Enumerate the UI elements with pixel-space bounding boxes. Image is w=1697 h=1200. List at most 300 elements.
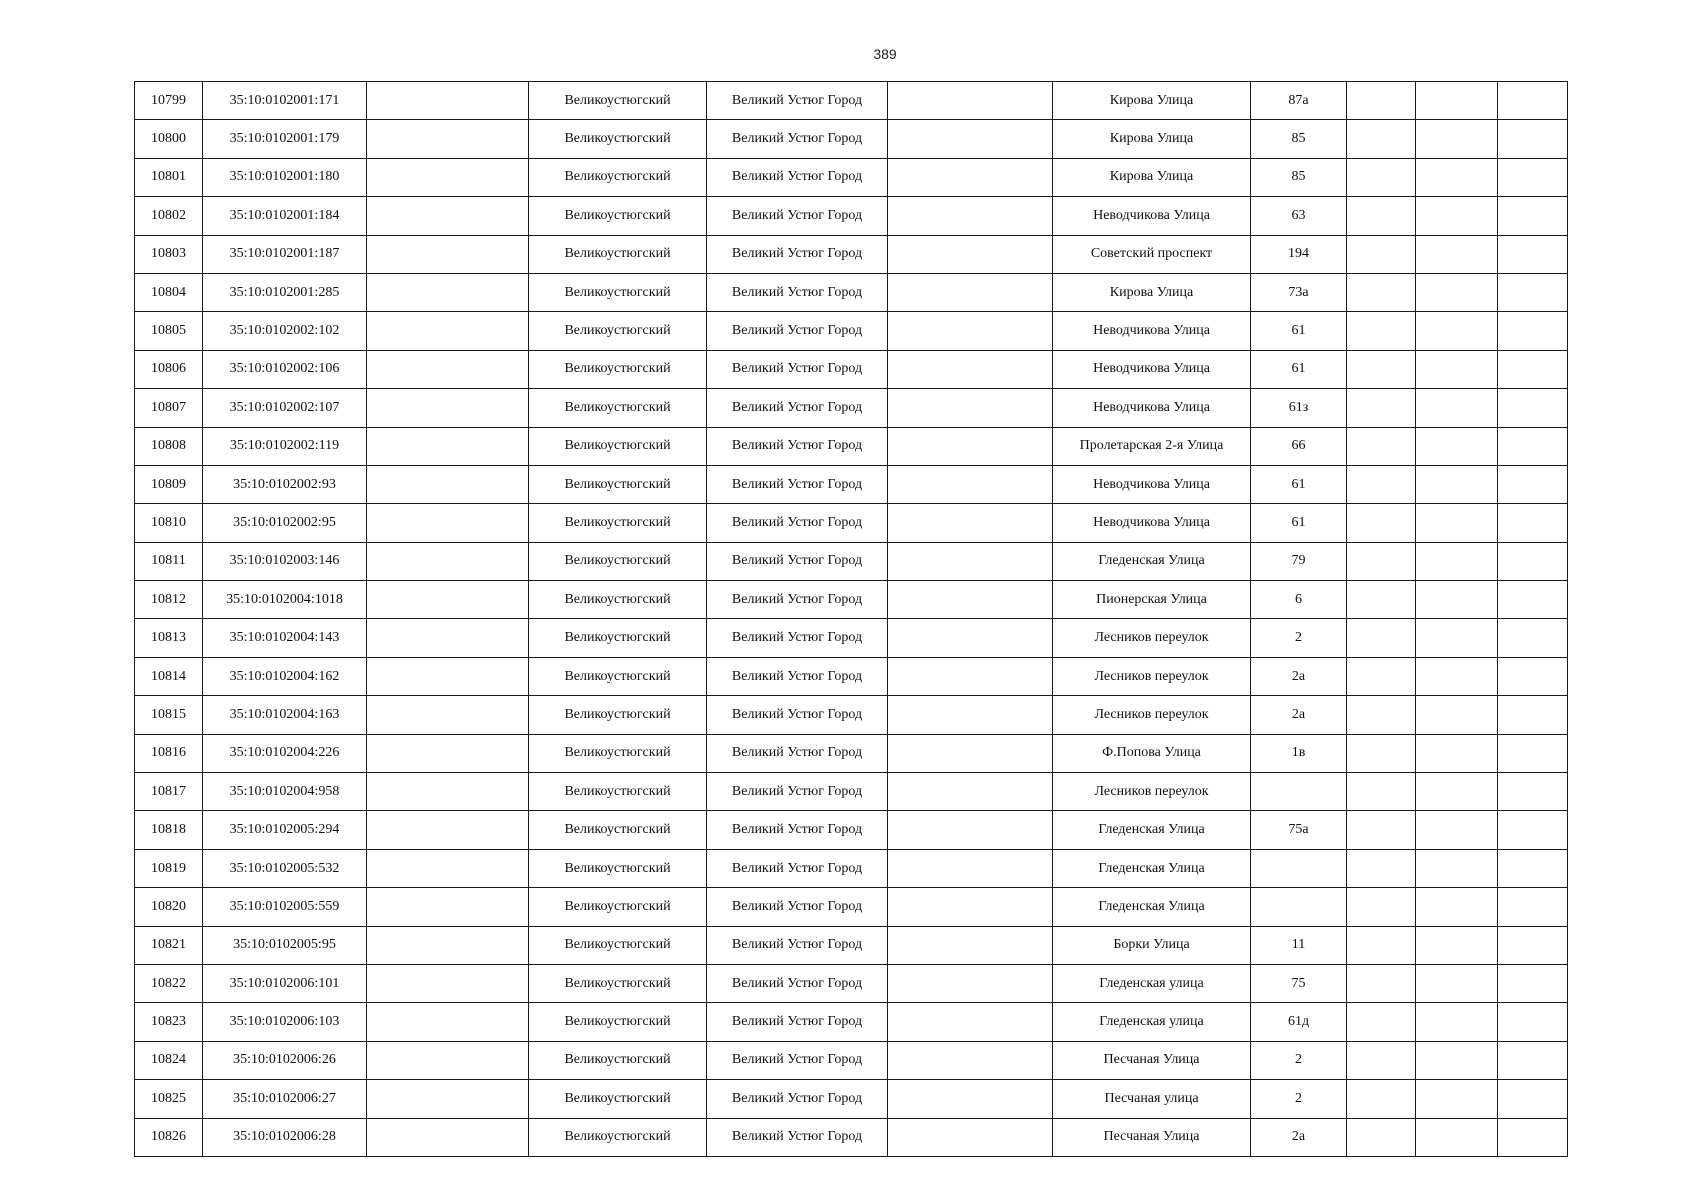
settlement-cell: Великий Устюг Город bbox=[707, 581, 888, 619]
blank-cell-9 bbox=[1347, 504, 1416, 542]
blank-cell-11 bbox=[1498, 849, 1568, 887]
district-cell: Великоустюгский bbox=[529, 1041, 707, 1079]
cadastral-number-cell: 35:10:0102006:28 bbox=[203, 1118, 367, 1156]
blank-cell-3 bbox=[367, 1118, 529, 1156]
blank-cell-11 bbox=[1498, 1080, 1568, 1118]
blank-cell-11 bbox=[1498, 158, 1568, 196]
cadastral-number-cell: 35:10:0102005:95 bbox=[203, 926, 367, 964]
row-number-cell: 10804 bbox=[135, 273, 203, 311]
table-row bbox=[135, 926, 1568, 964]
house-number-cell: 79 bbox=[1251, 542, 1347, 580]
row-number-cell: 10825 bbox=[135, 1080, 203, 1118]
settlement-cell: Великий Устюг Город bbox=[707, 734, 888, 772]
district-cell: Великоустюгский bbox=[529, 158, 707, 196]
cadastral-number-cell: 35:10:0102001:285 bbox=[203, 273, 367, 311]
blank-cell-11 bbox=[1498, 82, 1568, 120]
house-number-cell: 2а bbox=[1251, 657, 1347, 695]
settlement-cell: Великий Устюг Город bbox=[707, 273, 888, 311]
district-cell: Великоустюгский bbox=[529, 350, 707, 388]
row-number-cell: 10810 bbox=[135, 504, 203, 542]
blank-cell-9 bbox=[1347, 1080, 1416, 1118]
street-cell: Неводчикова Улица bbox=[1053, 389, 1251, 427]
table-row bbox=[135, 734, 1568, 772]
district-cell: Великоустюгский bbox=[529, 504, 707, 542]
row-number-cell: 10801 bbox=[135, 158, 203, 196]
district-cell: Великоустюгский bbox=[529, 657, 707, 695]
blank-cell-6 bbox=[888, 696, 1053, 734]
table-row bbox=[135, 235, 1568, 273]
district-cell: Великоустюгский bbox=[529, 581, 707, 619]
district-cell: Великоустюгский bbox=[529, 197, 707, 235]
blank-cell-10 bbox=[1416, 235, 1498, 273]
row-number-cell: 10819 bbox=[135, 849, 203, 887]
blank-cell-6 bbox=[888, 773, 1053, 811]
house-number-cell: 11 bbox=[1251, 926, 1347, 964]
blank-cell-3 bbox=[367, 273, 529, 311]
row-number-cell: 10809 bbox=[135, 465, 203, 503]
cadastral-number-cell: 35:10:0102004:162 bbox=[203, 657, 367, 695]
street-cell: Лесников переулок bbox=[1053, 657, 1251, 695]
blank-cell-3 bbox=[367, 619, 529, 657]
district-cell: Великоустюгский bbox=[529, 773, 707, 811]
blank-cell-6 bbox=[888, 1003, 1053, 1041]
settlement-cell: Великий Устюг Город bbox=[707, 427, 888, 465]
cadastral-number-cell: 35:10:0102005:559 bbox=[203, 888, 367, 926]
blank-cell-10 bbox=[1416, 197, 1498, 235]
cadastral-number-cell: 35:10:0102006:27 bbox=[203, 1080, 367, 1118]
blank-cell-11 bbox=[1498, 773, 1568, 811]
row-number-cell: 10820 bbox=[135, 888, 203, 926]
blank-cell-6 bbox=[888, 1041, 1053, 1079]
table-row bbox=[135, 964, 1568, 1002]
table-row bbox=[135, 312, 1568, 350]
row-number-cell: 10826 bbox=[135, 1118, 203, 1156]
house-number-cell: 87а bbox=[1251, 82, 1347, 120]
cadastral-number-cell: 35:10:0102002:119 bbox=[203, 427, 367, 465]
blank-cell-3 bbox=[367, 926, 529, 964]
table-row bbox=[135, 811, 1568, 849]
row-number-cell: 10824 bbox=[135, 1041, 203, 1079]
blank-cell-11 bbox=[1498, 235, 1568, 273]
street-cell: Неводчикова Улица bbox=[1053, 312, 1251, 350]
district-cell: Великоустюгский bbox=[529, 849, 707, 887]
street-cell: Гледенская Улица bbox=[1053, 888, 1251, 926]
table-row bbox=[135, 888, 1568, 926]
house-number-cell: 2а bbox=[1251, 696, 1347, 734]
settlement-cell: Великий Устюг Город bbox=[707, 1041, 888, 1079]
district-cell: Великоустюгский bbox=[529, 1080, 707, 1118]
district-cell: Великоустюгский bbox=[529, 82, 707, 120]
row-number-cell: 10812 bbox=[135, 581, 203, 619]
blank-cell-11 bbox=[1498, 389, 1568, 427]
district-cell: Великоустюгский bbox=[529, 926, 707, 964]
blank-cell-10 bbox=[1416, 696, 1498, 734]
district-cell: Великоустюгский bbox=[529, 1118, 707, 1156]
blank-cell-9 bbox=[1347, 312, 1416, 350]
blank-cell-6 bbox=[888, 926, 1053, 964]
table-row bbox=[135, 849, 1568, 887]
blank-cell-10 bbox=[1416, 657, 1498, 695]
cadastral-number-cell: 35:10:0102001:180 bbox=[203, 158, 367, 196]
blank-cell-3 bbox=[367, 811, 529, 849]
blank-cell-6 bbox=[888, 312, 1053, 350]
blank-cell-3 bbox=[367, 581, 529, 619]
table-row bbox=[135, 1080, 1568, 1118]
house-number-cell: 73а bbox=[1251, 273, 1347, 311]
blank-cell-6 bbox=[888, 849, 1053, 887]
blank-cell-11 bbox=[1498, 542, 1568, 580]
district-cell: Великоустюгский bbox=[529, 273, 707, 311]
house-number-cell: 6 bbox=[1251, 581, 1347, 619]
settlement-cell: Великий Устюг Город bbox=[707, 619, 888, 657]
blank-cell-10 bbox=[1416, 273, 1498, 311]
street-cell: Гледенская Улица bbox=[1053, 811, 1251, 849]
blank-cell-6 bbox=[888, 581, 1053, 619]
row-number-cell: 10823 bbox=[135, 1003, 203, 1041]
blank-cell-3 bbox=[367, 773, 529, 811]
cadastral-number-cell: 35:10:0102005:294 bbox=[203, 811, 367, 849]
cadastral-number-cell: 35:10:0102001:179 bbox=[203, 120, 367, 158]
blank-cell-6 bbox=[888, 1118, 1053, 1156]
page-number: 389 bbox=[873, 46, 897, 62]
blank-cell-9 bbox=[1347, 158, 1416, 196]
blank-cell-10 bbox=[1416, 1080, 1498, 1118]
settlement-cell: Великий Устюг Город bbox=[707, 926, 888, 964]
street-cell: Кирова Улица bbox=[1053, 120, 1251, 158]
street-cell: Гледенская Улица bbox=[1053, 542, 1251, 580]
settlement-cell: Великий Устюг Город bbox=[707, 1118, 888, 1156]
district-cell: Великоустюгский bbox=[529, 120, 707, 158]
blank-cell-6 bbox=[888, 465, 1053, 503]
cadastral-number-cell: 35:10:0102002:93 bbox=[203, 465, 367, 503]
cadastral-number-cell: 35:10:0102003:146 bbox=[203, 542, 367, 580]
table-row bbox=[135, 773, 1568, 811]
blank-cell-11 bbox=[1498, 350, 1568, 388]
table-row bbox=[135, 427, 1568, 465]
blank-cell-9 bbox=[1347, 926, 1416, 964]
table-row bbox=[135, 273, 1568, 311]
table-row bbox=[135, 619, 1568, 657]
blank-cell-11 bbox=[1498, 312, 1568, 350]
blank-cell-10 bbox=[1416, 581, 1498, 619]
row-number-cell: 10799 bbox=[135, 82, 203, 120]
blank-cell-9 bbox=[1347, 197, 1416, 235]
house-number-cell: 85 bbox=[1251, 120, 1347, 158]
street-cell: Лесников переулок bbox=[1053, 619, 1251, 657]
settlement-cell: Великий Устюг Город bbox=[707, 465, 888, 503]
settlement-cell: Великий Устюг Город bbox=[707, 312, 888, 350]
blank-cell-11 bbox=[1498, 1118, 1568, 1156]
row-number-cell: 10816 bbox=[135, 734, 203, 772]
table-row bbox=[135, 696, 1568, 734]
blank-cell-9 bbox=[1347, 350, 1416, 388]
blank-cell-9 bbox=[1347, 465, 1416, 503]
settlement-cell: Великий Устюг Город bbox=[707, 350, 888, 388]
house-number-cell: 2а bbox=[1251, 1118, 1347, 1156]
blank-cell-9 bbox=[1347, 619, 1416, 657]
blank-cell-10 bbox=[1416, 964, 1498, 1002]
row-number-cell: 10818 bbox=[135, 811, 203, 849]
street-cell: Гледенская улица bbox=[1053, 1003, 1251, 1041]
blank-cell-10 bbox=[1416, 120, 1498, 158]
blank-cell-9 bbox=[1347, 581, 1416, 619]
blank-cell-11 bbox=[1498, 734, 1568, 772]
table-row bbox=[135, 350, 1568, 388]
row-number-cell: 10817 bbox=[135, 773, 203, 811]
house-number-cell bbox=[1251, 888, 1347, 926]
street-cell: Неводчикова Улица bbox=[1053, 350, 1251, 388]
street-cell: Кирова Улица bbox=[1053, 158, 1251, 196]
street-cell: Песчаная Улица bbox=[1053, 1041, 1251, 1079]
house-number-cell: 85 bbox=[1251, 158, 1347, 196]
street-cell: Пионерская Улица bbox=[1053, 581, 1251, 619]
blank-cell-10 bbox=[1416, 82, 1498, 120]
blank-cell-10 bbox=[1416, 504, 1498, 542]
blank-cell-11 bbox=[1498, 696, 1568, 734]
blank-cell-3 bbox=[367, 1080, 529, 1118]
table-row bbox=[135, 1118, 1568, 1156]
district-cell: Великоустюгский bbox=[529, 427, 707, 465]
settlement-cell: Великий Устюг Город bbox=[707, 197, 888, 235]
blank-cell-10 bbox=[1416, 350, 1498, 388]
house-number-cell: 75а bbox=[1251, 811, 1347, 849]
cadastral-number-cell: 35:10:0102001:184 bbox=[203, 197, 367, 235]
settlement-cell: Великий Устюг Город bbox=[707, 888, 888, 926]
settlement-cell: Великий Устюг Город bbox=[707, 542, 888, 580]
street-cell: Гледенская улица bbox=[1053, 964, 1251, 1002]
street-cell: Кирова Улица bbox=[1053, 82, 1251, 120]
street-cell: Пролетарская 2-я Улица bbox=[1053, 427, 1251, 465]
blank-cell-6 bbox=[888, 542, 1053, 580]
house-number-cell: 2 bbox=[1251, 619, 1347, 657]
blank-cell-10 bbox=[1416, 619, 1498, 657]
blank-cell-10 bbox=[1416, 465, 1498, 503]
blank-cell-6 bbox=[888, 964, 1053, 1002]
settlement-cell: Великий Устюг Город bbox=[707, 235, 888, 273]
district-cell: Великоустюгский bbox=[529, 619, 707, 657]
blank-cell-10 bbox=[1416, 158, 1498, 196]
table-row bbox=[135, 581, 1568, 619]
blank-cell-10 bbox=[1416, 811, 1498, 849]
settlement-cell: Великий Устюг Город bbox=[707, 1003, 888, 1041]
blank-cell-11 bbox=[1498, 273, 1568, 311]
district-cell: Великоустюгский bbox=[529, 235, 707, 273]
blank-cell-11 bbox=[1498, 427, 1568, 465]
row-number-cell: 10800 bbox=[135, 120, 203, 158]
blank-cell-9 bbox=[1347, 120, 1416, 158]
blank-cell-10 bbox=[1416, 1118, 1498, 1156]
settlement-cell: Великий Устюг Город bbox=[707, 696, 888, 734]
district-cell: Великоустюгский bbox=[529, 389, 707, 427]
district-cell: Великоустюгский bbox=[529, 696, 707, 734]
table-row bbox=[135, 542, 1568, 580]
street-cell: Борки Улица bbox=[1053, 926, 1251, 964]
cadastral-number-cell: 35:10:0102002:95 bbox=[203, 504, 367, 542]
house-number-cell: 66 bbox=[1251, 427, 1347, 465]
blank-cell-3 bbox=[367, 350, 529, 388]
row-number-cell: 10814 bbox=[135, 657, 203, 695]
blank-cell-6 bbox=[888, 235, 1053, 273]
street-cell: Неводчикова Улица bbox=[1053, 504, 1251, 542]
blank-cell-9 bbox=[1347, 1118, 1416, 1156]
blank-cell-10 bbox=[1416, 734, 1498, 772]
blank-cell-6 bbox=[888, 811, 1053, 849]
blank-cell-6 bbox=[888, 82, 1053, 120]
house-number-cell bbox=[1251, 773, 1347, 811]
house-number-cell: 2 bbox=[1251, 1080, 1347, 1118]
district-cell: Великоустюгский bbox=[529, 465, 707, 503]
blank-cell-9 bbox=[1347, 773, 1416, 811]
district-cell: Великоустюгский bbox=[529, 888, 707, 926]
cadastral-number-cell: 35:10:0102004:1018 bbox=[203, 581, 367, 619]
blank-cell-10 bbox=[1416, 1003, 1498, 1041]
district-cell: Великоустюгский bbox=[529, 542, 707, 580]
blank-cell-11 bbox=[1498, 619, 1568, 657]
blank-cell-3 bbox=[367, 1003, 529, 1041]
street-cell: Лесников переулок bbox=[1053, 773, 1251, 811]
house-number-cell: 2 bbox=[1251, 1041, 1347, 1079]
street-cell: Неводчикова Улица bbox=[1053, 465, 1251, 503]
blank-cell-11 bbox=[1498, 926, 1568, 964]
blank-cell-6 bbox=[888, 389, 1053, 427]
row-number-cell: 10806 bbox=[135, 350, 203, 388]
blank-cell-11 bbox=[1498, 657, 1568, 695]
blank-cell-10 bbox=[1416, 389, 1498, 427]
blank-cell-6 bbox=[888, 120, 1053, 158]
registry-table-body bbox=[135, 82, 1568, 1157]
blank-cell-9 bbox=[1347, 888, 1416, 926]
row-number-cell: 10813 bbox=[135, 619, 203, 657]
house-number-cell: 63 bbox=[1251, 197, 1347, 235]
table-row bbox=[135, 657, 1568, 695]
blank-cell-11 bbox=[1498, 888, 1568, 926]
blank-cell-11 bbox=[1498, 1003, 1568, 1041]
street-cell: Гледенская Улица bbox=[1053, 849, 1251, 887]
blank-cell-11 bbox=[1498, 504, 1568, 542]
cadastral-number-cell: 35:10:0102004:958 bbox=[203, 773, 367, 811]
blank-cell-3 bbox=[367, 197, 529, 235]
house-number-cell: 61 bbox=[1251, 504, 1347, 542]
district-cell: Великоустюгский bbox=[529, 1003, 707, 1041]
street-cell: Песчаная улица bbox=[1053, 1080, 1251, 1118]
blank-cell-3 bbox=[367, 504, 529, 542]
settlement-cell: Великий Устюг Город bbox=[707, 82, 888, 120]
blank-cell-9 bbox=[1347, 235, 1416, 273]
cadastral-number-cell: 35:10:0102006:26 bbox=[203, 1041, 367, 1079]
blank-cell-3 bbox=[367, 389, 529, 427]
blank-cell-6 bbox=[888, 350, 1053, 388]
blank-cell-3 bbox=[367, 158, 529, 196]
blank-cell-10 bbox=[1416, 849, 1498, 887]
settlement-cell: Великий Устюг Город bbox=[707, 1080, 888, 1118]
blank-cell-11 bbox=[1498, 197, 1568, 235]
blank-cell-3 bbox=[367, 542, 529, 580]
house-number-cell bbox=[1251, 849, 1347, 887]
cadastral-number-cell: 35:10:0102002:107 bbox=[203, 389, 367, 427]
blank-cell-3 bbox=[367, 964, 529, 1002]
blank-cell-9 bbox=[1347, 427, 1416, 465]
blank-cell-3 bbox=[367, 312, 529, 350]
blank-cell-9 bbox=[1347, 811, 1416, 849]
row-number-cell: 10803 bbox=[135, 235, 203, 273]
cadastral-number-cell: 35:10:0102004:163 bbox=[203, 696, 367, 734]
blank-cell-9 bbox=[1347, 849, 1416, 887]
blank-cell-3 bbox=[367, 657, 529, 695]
row-number-cell: 10822 bbox=[135, 964, 203, 1002]
row-number-cell: 10807 bbox=[135, 389, 203, 427]
blank-cell-3 bbox=[367, 82, 529, 120]
house-number-cell: 61з bbox=[1251, 389, 1347, 427]
blank-cell-9 bbox=[1347, 657, 1416, 695]
blank-cell-11 bbox=[1498, 1041, 1568, 1079]
district-cell: Великоустюгский bbox=[529, 734, 707, 772]
blank-cell-6 bbox=[888, 197, 1053, 235]
blank-cell-6 bbox=[888, 619, 1053, 657]
settlement-cell: Великий Устюг Город bbox=[707, 811, 888, 849]
settlement-cell: Великий Устюг Город bbox=[707, 158, 888, 196]
house-number-cell: 194 bbox=[1251, 235, 1347, 273]
blank-cell-11 bbox=[1498, 581, 1568, 619]
table-row bbox=[135, 82, 1568, 120]
cadastral-number-cell: 35:10:0102002:106 bbox=[203, 350, 367, 388]
blank-cell-3 bbox=[367, 734, 529, 772]
blank-cell-10 bbox=[1416, 1041, 1498, 1079]
blank-cell-9 bbox=[1347, 696, 1416, 734]
table-row bbox=[135, 197, 1568, 235]
row-number-cell: 10815 bbox=[135, 696, 203, 734]
street-cell: Советский проспект bbox=[1053, 235, 1251, 273]
blank-cell-6 bbox=[888, 427, 1053, 465]
blank-cell-6 bbox=[888, 888, 1053, 926]
blank-cell-9 bbox=[1347, 273, 1416, 311]
blank-cell-11 bbox=[1498, 465, 1568, 503]
cadastral-number-cell: 35:10:0102002:102 bbox=[203, 312, 367, 350]
row-number-cell: 10808 bbox=[135, 427, 203, 465]
blank-cell-9 bbox=[1347, 964, 1416, 1002]
blank-cell-9 bbox=[1347, 82, 1416, 120]
blank-cell-6 bbox=[888, 734, 1053, 772]
house-number-cell: 61д bbox=[1251, 1003, 1347, 1041]
cadastral-number-cell: 35:10:0102006:101 bbox=[203, 964, 367, 1002]
settlement-cell: Великий Устюг Город bbox=[707, 120, 888, 158]
house-number-cell: 1в bbox=[1251, 734, 1347, 772]
blank-cell-6 bbox=[888, 1080, 1053, 1118]
blank-cell-3 bbox=[367, 235, 529, 273]
blank-cell-11 bbox=[1498, 120, 1568, 158]
blank-cell-6 bbox=[888, 273, 1053, 311]
settlement-cell: Великий Устюг Город bbox=[707, 504, 888, 542]
blank-cell-10 bbox=[1416, 542, 1498, 580]
blank-cell-3 bbox=[367, 888, 529, 926]
cadastral-number-cell: 35:10:0102001:187 bbox=[203, 235, 367, 273]
table-row bbox=[135, 465, 1568, 503]
cadastral-number-cell: 35:10:0102004:226 bbox=[203, 734, 367, 772]
blank-cell-9 bbox=[1347, 389, 1416, 427]
table-row bbox=[135, 1041, 1568, 1079]
row-number-cell: 10802 bbox=[135, 197, 203, 235]
house-number-cell: 61 bbox=[1251, 312, 1347, 350]
settlement-cell: Великий Устюг Город bbox=[707, 849, 888, 887]
blank-cell-10 bbox=[1416, 888, 1498, 926]
blank-cell-3 bbox=[367, 427, 529, 465]
street-cell: Песчаная Улица bbox=[1053, 1118, 1251, 1156]
blank-cell-3 bbox=[367, 1041, 529, 1079]
blank-cell-10 bbox=[1416, 312, 1498, 350]
house-number-cell: 61 bbox=[1251, 465, 1347, 503]
settlement-cell: Великий Устюг Город bbox=[707, 964, 888, 1002]
blank-cell-10 bbox=[1416, 926, 1498, 964]
row-number-cell: 10805 bbox=[135, 312, 203, 350]
